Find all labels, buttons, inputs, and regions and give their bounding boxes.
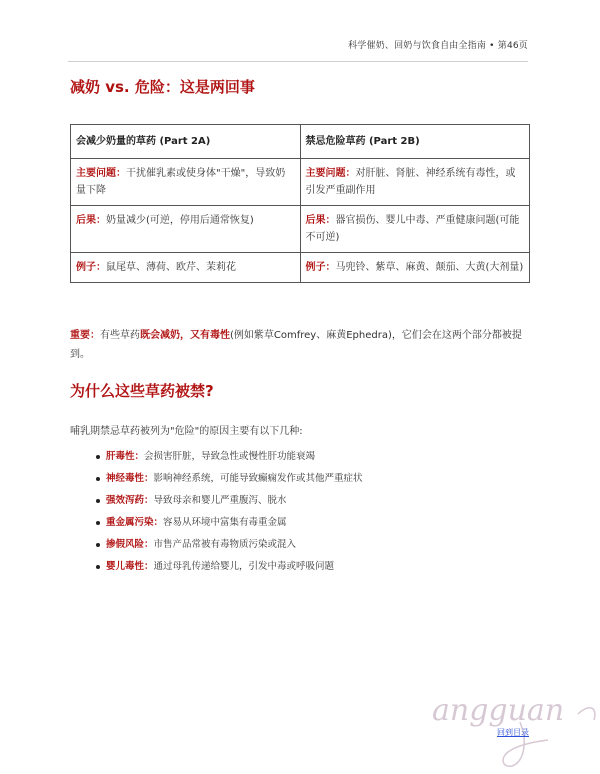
cell-text: 干扰催乳素或使身体"干燥"，导致奶量下降	[76, 168, 286, 196]
table-cell	[71, 159, 301, 206]
list-item	[106, 534, 363, 556]
bullet-icon	[96, 499, 100, 503]
section-title-why-banned: 为什么这些草药被禁?	[70, 382, 214, 400]
column-header-dangerous-herbs: 禁忌危险草药 (Part 2B)	[300, 125, 530, 159]
table-cell	[300, 159, 530, 206]
bullet-icon	[96, 521, 100, 525]
table-cell	[71, 253, 301, 283]
note-emphasis: 既会减奶，又有毒性	[140, 330, 230, 341]
reason-term: 神经毒性：	[106, 473, 154, 484]
back-to-toc-link[interactable]: 回到目录	[497, 728, 529, 737]
cell-key: 例子：	[305, 262, 336, 273]
reason-list	[106, 446, 363, 578]
table-header-row	[71, 125, 530, 159]
cell-key: 主要问题：	[305, 168, 356, 179]
column-header-reducing-herbs: 会减少奶量的草药 (Part 2A)	[71, 125, 301, 159]
bullet-icon	[96, 543, 100, 547]
cell-key: 例子：	[76, 262, 106, 273]
cell-text: 奶量减少(可逆，停用后通常恢复)	[106, 215, 254, 226]
comparison-table	[70, 124, 530, 283]
table-row	[71, 206, 530, 253]
watermark-text: angguan	[432, 693, 565, 728]
note-text: (例如紫草Comfrey、麻黄Ephedra)，它们会在这两个部分都被提到。	[70, 330, 522, 360]
cell-key: 后果：	[305, 215, 336, 226]
bullet-icon	[96, 565, 100, 569]
section-intro: 哺乳期禁忌草药被列为"危险"的原因主要有以下几种:	[70, 426, 303, 437]
header-divider	[68, 61, 528, 62]
running-header: 科学催奶、回奶与饮食自由全指南 • 第46页	[348, 41, 528, 51]
cell-text: 对肝脏、肾脏、神经系统有毒性，或引发严重副作用	[305, 168, 516, 196]
table-row	[71, 159, 530, 206]
reason-term: 重金属污染：	[106, 517, 164, 528]
reason-desc: 导致母亲和婴儿严重腹泻、脱水	[153, 495, 287, 506]
note-label: 重要：	[70, 330, 100, 341]
cell-text: 器官损伤、婴儿中毒、严重健康问题(可能不可逆)	[305, 215, 520, 243]
bullet-icon	[96, 455, 100, 459]
table-row	[71, 253, 530, 283]
bullet-icon	[96, 477, 100, 481]
list-item	[106, 490, 363, 512]
section-title-reduce-vs-danger: 减奶 vs. 危险：这是两回事	[70, 78, 255, 96]
reason-term: 强效泻药：	[106, 495, 154, 506]
cell-text: 马兜铃、紫草、麻黄、颠茄、大黄(大剂量)	[335, 262, 524, 273]
table-cell	[300, 206, 530, 253]
note-text: 有些草药	[100, 330, 140, 341]
important-note	[70, 326, 534, 364]
reason-term: 婴儿毒性：	[106, 561, 154, 572]
cell-key: 主要问题：	[76, 168, 126, 179]
reason-term: 掺假风险：	[106, 539, 154, 550]
reason-desc: 影响神经系统，可能导致癫痫发作或其他严重症状	[153, 473, 363, 484]
watermark-signature	[428, 680, 600, 770]
list-item	[106, 446, 363, 468]
reason-desc: 市售产品常被有毒物质污染或混入	[153, 539, 297, 550]
list-item	[106, 512, 363, 534]
reason-desc: 通过母乳传递给婴儿，引发中毒或呼吸问题	[153, 561, 335, 572]
cell-text: 鼠尾草、薄荷、欧芹、茉莉花	[106, 262, 236, 273]
cell-key: 后果：	[76, 215, 106, 226]
list-item	[106, 556, 363, 578]
table-cell	[71, 206, 301, 253]
list-item	[106, 468, 363, 490]
table-cell	[300, 253, 530, 283]
reason-desc: 会损害肝脏，导致急性或慢性肝功能衰竭	[144, 451, 316, 462]
reason-term: 肝毒性：	[106, 451, 145, 462]
reason-desc: 容易从环境中富集有毒重金属	[163, 517, 287, 528]
